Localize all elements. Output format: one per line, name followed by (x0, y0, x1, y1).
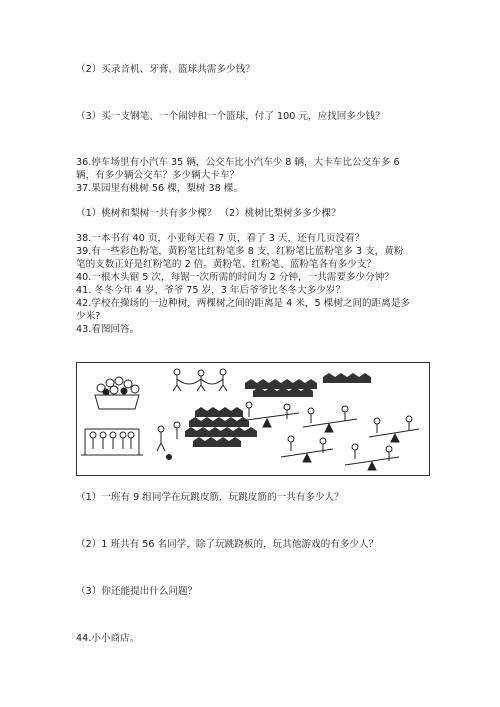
question-36-line2: 辆，有多少辆公交车？多少辆大卡车？ (76, 170, 240, 181)
flower-planter (95, 377, 139, 409)
question-39-line2: 笔的支数正好是红粉笔的 2 倍。黄粉笔、红粉笔、蓝粉笔各有多少支？ (76, 259, 377, 270)
question-43-part2: （2）1 班共有 56 名同学，除了玩跳跷板的，玩其他游戏的有多少人？ (76, 539, 379, 550)
ball-playing-children (157, 422, 180, 460)
question-43-part1: （1）一班有 9 组同学在玩跳皮筋，玩跳皮筋的一共有多少人？ (76, 492, 344, 503)
question-b3: （3）买一支钢笔、一个闹钟和一个篮球，付了 100 元，应找回多少钱？ (76, 111, 385, 122)
question-41: 41. 冬冬今年 4 岁，爷爷 75 岁，3 年后爷爷比冬冬大多少岁？ (76, 285, 346, 296)
question-37: 37.果园里有桃树 56 棵，梨树 38 棵。 (76, 183, 243, 194)
question-40: 40.一根木头锯 5 次，每锯一次所需的时间为 2 分钟，一共需要多少分钟？ (76, 272, 394, 283)
question-42-line2: 少米? (76, 311, 101, 322)
question-b2: （2）买录音机、牙膏、篮球共需多少钱？ (76, 64, 255, 75)
question-37-subparts: （1）桃树和梨树一共有多少棵？ （2）桃树比梨树多多少棵？ (76, 208, 341, 219)
playground-illustration (76, 362, 430, 476)
question-42-line1: 42.学校在操场的一边种树，两棵树之间的距离是 4 米，5 棵树之间的距离是多 (76, 298, 411, 309)
seesaw-children-group (239, 402, 419, 470)
question-39-line1: 39.有一些彩色粉笔，黄粉笔比红粉笔多 8 支，红粉笔比蓝粉笔多 3 支，黄粉 (76, 246, 404, 257)
question-43-part3: （3）你还能提出什么问题？ (76, 586, 198, 597)
question-36-line1: 36.停车场里有小汽车 35 辆，公交车比小汽车少 8 辆，大卡车比公交车多 6 (76, 157, 400, 168)
question-43: 43.看图回答。 (76, 324, 140, 335)
rope-skipping-group (81, 429, 143, 455)
crowd-pattern-middle (185, 407, 257, 447)
crowd-pattern-top (245, 373, 371, 397)
top-children-group (173, 369, 227, 391)
question-38: 38.一本书有 40 页，小亚每天看 7 页，看了 3 天，还有几页没看？ (76, 233, 365, 244)
question-44: 44.小小商店。 (76, 633, 140, 644)
playground-drawing (77, 363, 429, 475)
